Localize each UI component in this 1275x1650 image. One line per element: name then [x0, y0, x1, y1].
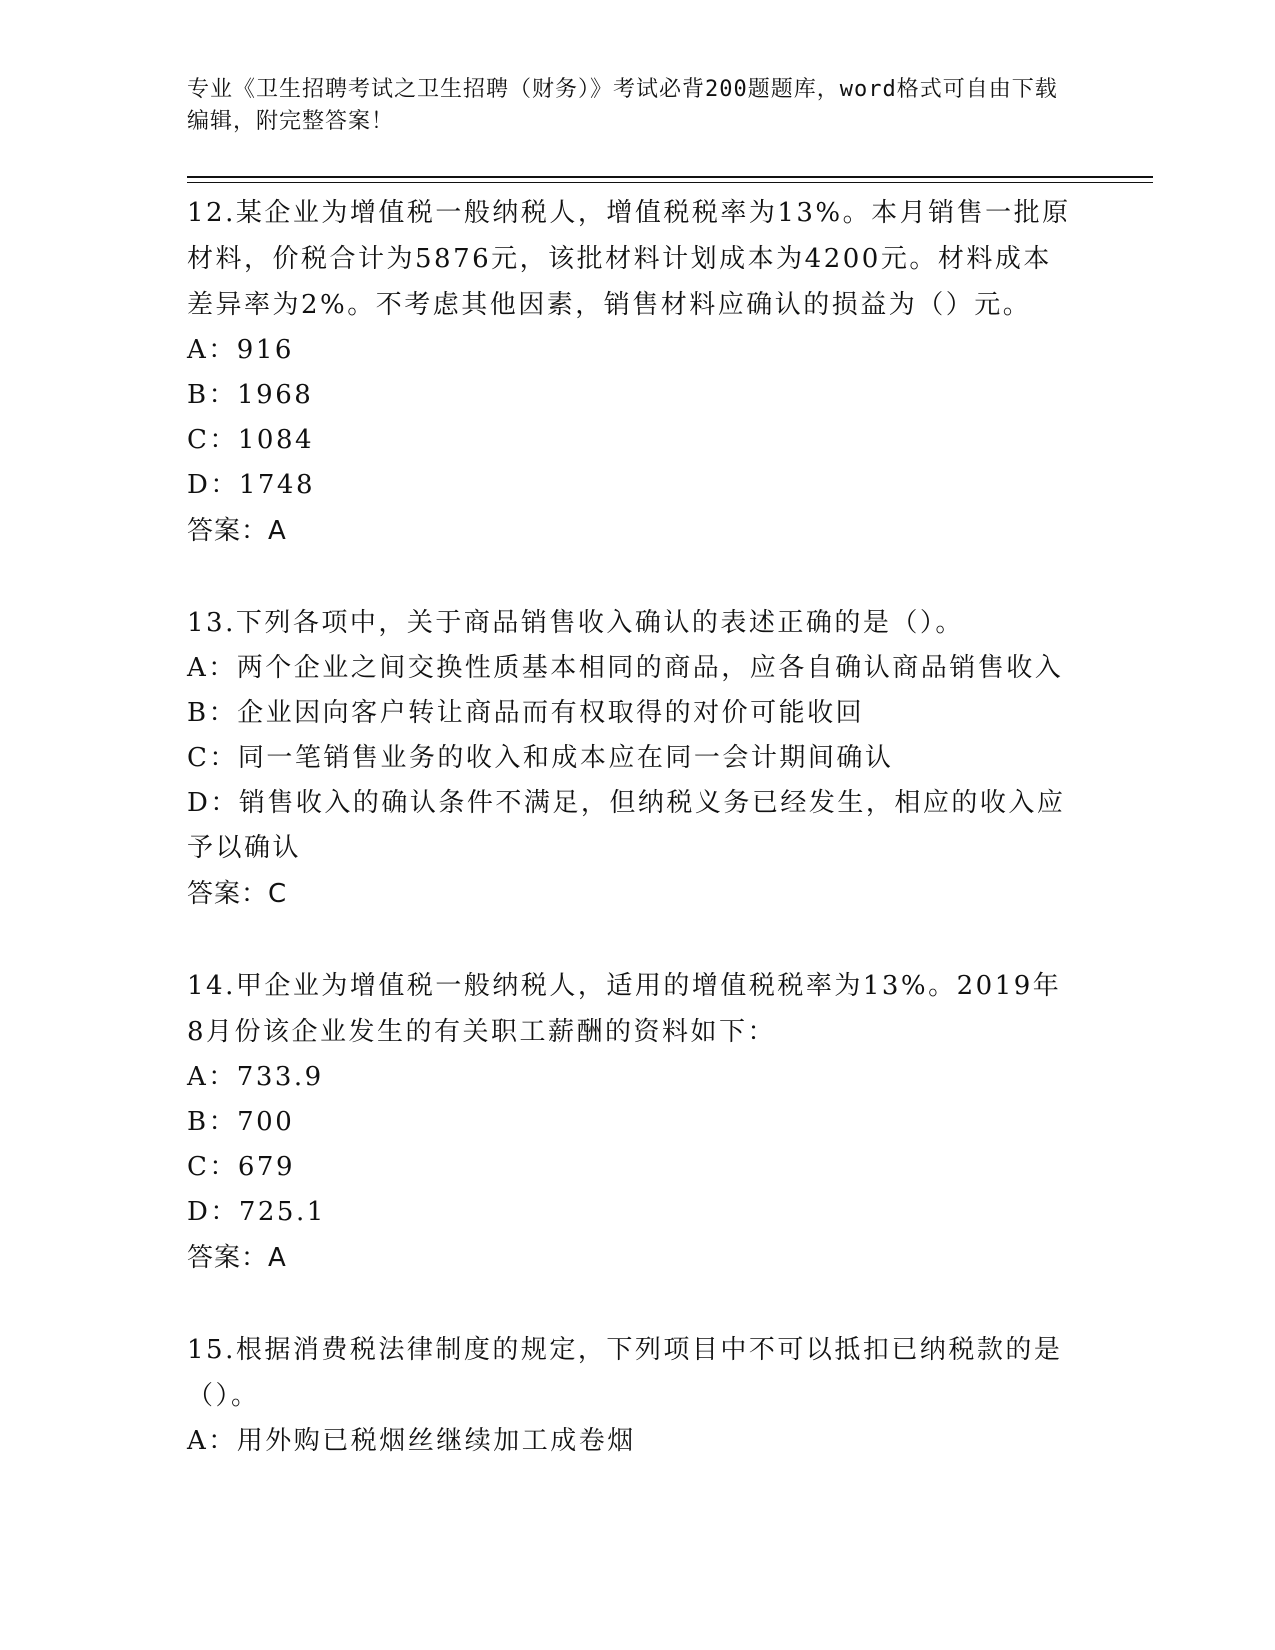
- question-spacer: [187, 554, 1077, 600]
- option-a: A：916: [187, 335, 294, 365]
- answer-line: 答案：A: [187, 1243, 287, 1273]
- option-b: B：700: [187, 1107, 295, 1137]
- answer-line: 答案：A: [187, 516, 287, 546]
- option-b: B：企业因向客户转让商品而有权取得的对价可能收回: [187, 698, 865, 728]
- option-d: D：1748: [187, 470, 316, 500]
- option-a: A：用外购已税烟丝继续加工成卷烟: [187, 1426, 636, 1456]
- question-stem: 14.甲企业为增值税一般纳税人，适用的增值税税率为13%。2019年8月份该企业发生的有关职工薪酬的资料如下：: [187, 971, 1062, 1047]
- question-15: [187, 1327, 1077, 1464]
- header-divider-thick: [187, 176, 1153, 178]
- option-c: C：679: [187, 1152, 296, 1182]
- option-a: A：733.9: [187, 1062, 324, 1092]
- question-list: [187, 190, 1077, 1464]
- option-b: B：1968: [187, 380, 314, 410]
- question-stem: 12.某企业为增值税一般纳税人，增值税税率为13%。本月销售一批原材料，价税合计为5876元，该批材料计划成本为4200元。材料成本差异率为2%。不考虑其他因素，销售材料应确认的损益为（）元。: [187, 198, 1071, 320]
- question-13: [187, 600, 1077, 917]
- header-divider-thin: [187, 182, 1153, 183]
- option-c: C：1084: [187, 425, 315, 455]
- question-12: [187, 190, 1077, 554]
- option-c: C：同一笔销售业务的收入和成本应在同一会计期间确认: [187, 743, 894, 773]
- answer-line: 答案：C: [187, 879, 288, 909]
- question-14: [187, 963, 1077, 1281]
- option-a: A：两个企业之间交换性质基本相同的商品，应各自确认商品销售收入: [187, 653, 1064, 683]
- document-header-title: 专业《卫生招聘考试之卫生招聘（财务）》考试必背200题题库，word格式可自由下载编辑，附完整答案！: [187, 77, 1058, 134]
- question-spacer: [187, 917, 1077, 963]
- question-stem: 15.根据消费税法律制度的规定，下列项目中不可以抵扣已纳税款的是（）。: [187, 1335, 1063, 1411]
- question-spacer: [187, 1281, 1077, 1327]
- option-d: D：725.1: [187, 1197, 326, 1227]
- question-stem: 13.下列各项中，关于商品销售收入确认的表述正确的是（）。: [187, 608, 964, 638]
- option-d: D：销售收入的确认条件不满足，但纳税义务已经发生，相应的收入应予以确认: [187, 788, 1066, 863]
